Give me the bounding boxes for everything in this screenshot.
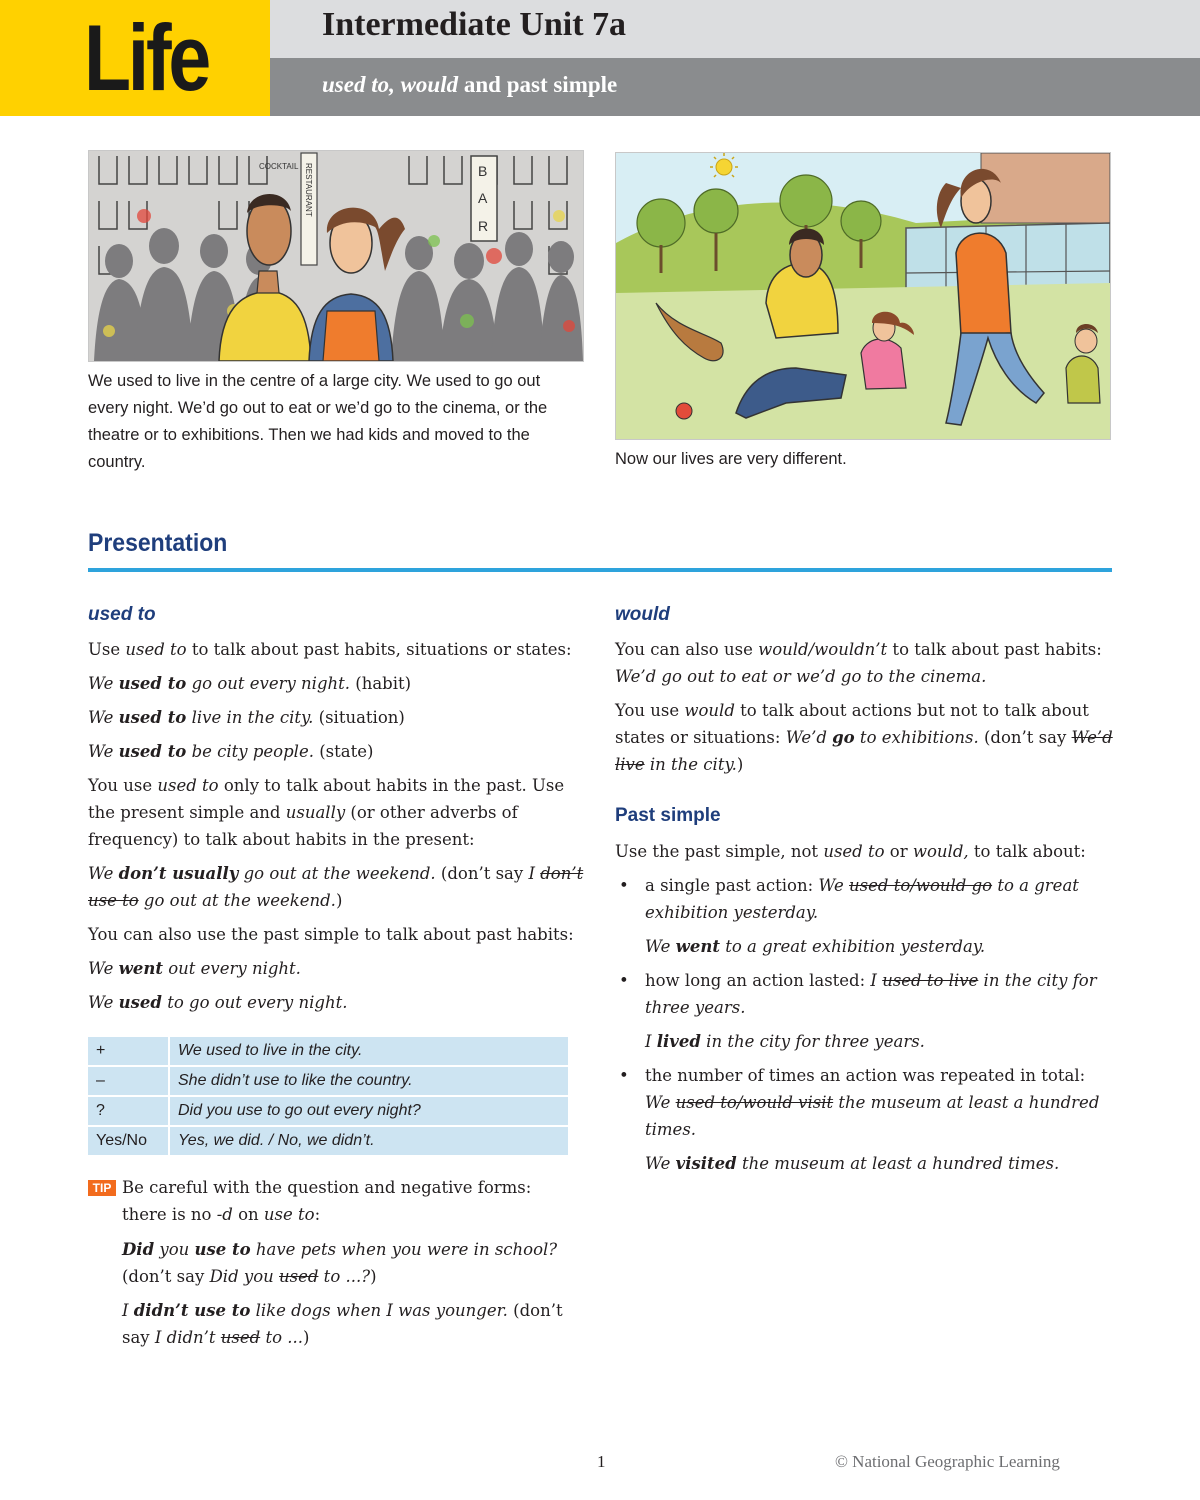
bullet-icon: •	[619, 876, 629, 895]
bullet-correct-example: We went to a great exhibition yesterday.	[645, 937, 986, 956]
used-to-section	[88, 636, 588, 1023]
list-item	[615, 872, 1115, 960]
example-state: We used to be city people. (state)	[88, 742, 374, 761]
city-caption: We used to live in the centre of a large city. We used to go out every night. We’d go out to eat or we’d go to the cinema, or the theatre or to exhibitions. Then we had kids and moved to the country.	[88, 372, 548, 471]
list-item	[615, 1062, 1115, 1177]
country-illustration	[615, 152, 1111, 440]
would-heading: would	[615, 604, 670, 625]
bullet-text: how long an action lasted: I used to live in the city for three years.	[645, 971, 1097, 1017]
past-example-went: We went out every night.	[88, 959, 301, 978]
example-situation: We used to live in the city. (situation)	[88, 708, 405, 727]
tip-section	[122, 1174, 572, 1358]
unit-title: Intermediate Unit 7a	[322, 6, 627, 43]
tip-text: Be careful with the question and negative forms: there is no -d on use to:	[122, 1178, 532, 1224]
life-logo: Life	[84, 5, 208, 110]
unit-subtitle: used to, would and past simple	[322, 72, 618, 97]
form-symbol: Yes/No	[88, 1126, 169, 1156]
would-p1: You can also use would/wouldn’t to talk about past habits: We’d go out to eat or we’d go to the cinema.	[615, 640, 1102, 686]
country-caption: Now our lives are very different.	[615, 450, 847, 468]
presentation-heading: Presentation	[88, 529, 228, 557]
past-simple-note: You can also use the past simple to talk about past habits:	[88, 925, 574, 944]
city-illustration	[88, 150, 584, 362]
bar-sign-letter: B	[478, 163, 488, 179]
list-item	[615, 967, 1115, 1055]
restaurant-sign: RESTAURANT	[304, 163, 313, 217]
tip-example-negative: I didn’t use to like dogs when I was younger. (don’t say I didn’t used to ...)	[122, 1301, 563, 1347]
bullet-correct-example: We visited the museum at least a hundred times.	[645, 1154, 1060, 1173]
bullet-text: a single past action: We used to/would go to a great exhibition yesterday.	[645, 876, 1079, 922]
forms-table	[88, 1037, 568, 1157]
bullet-correct-example: I lived in the city for three years.	[645, 1032, 925, 1051]
example-habit: We used to go out every night. (habit)	[88, 674, 412, 693]
tip-example-question: Did you use to have pets when you were in school? (don’t say Did you used to ...?)	[122, 1240, 558, 1286]
bullet-icon: •	[619, 971, 629, 990]
bullet-icon: •	[619, 1066, 629, 1085]
only-past-note: You use used to only to talk about habits in the past. Use the present simple and usually (or other adverbs of frequency) to talk about habits in the present:	[88, 776, 565, 849]
past-simple-section	[615, 838, 1115, 1184]
page-number: 1	[597, 1452, 606, 1471]
section-divider	[88, 568, 1112, 572]
form-example: Yes, we did. / No, we didn’t.	[169, 1126, 568, 1156]
form-symbol: –	[88, 1066, 169, 1096]
form-example: She didn’t use to like the country.	[169, 1066, 568, 1096]
copyright: © National Geographic Learning	[835, 1452, 1060, 1471]
bar-sign-letter: A	[478, 190, 488, 206]
table-row	[88, 1096, 568, 1126]
form-example: We used to live in the city.	[169, 1037, 568, 1066]
table-row	[88, 1126, 568, 1156]
past-simple-heading: Past simple	[615, 805, 721, 826]
would-section	[615, 636, 1115, 785]
form-example: Did you use to go out every night?	[169, 1096, 568, 1126]
form-symbol: +	[88, 1037, 169, 1066]
cocktail-sign: COCKTAIL	[259, 162, 299, 171]
bar-sign-letter: R	[478, 218, 489, 234]
form-symbol: ?	[88, 1096, 169, 1126]
bullet-text: the number of times an action was repeated in total: We used to/would visit the museum at least a hundred times.	[645, 1066, 1100, 1139]
table-row	[88, 1037, 568, 1066]
tip-badge: TIP	[88, 1180, 116, 1196]
used-to-intro: Use used to to talk about past habits, situations or states:	[88, 640, 572, 659]
past-simple-intro: Use the past simple, not used to or would, to talk about:	[615, 842, 1086, 861]
would-p2: You use would to talk about actions but not to talk about states or situations: We’d go to exhibitions. (don’t say We’d live in the city.)	[615, 701, 1113, 774]
past-example-used: We used to go out every night.	[88, 993, 348, 1012]
present-example: We don’t usually go out at the weekend. (don’t say I don’t use to go out at the weekend.)	[88, 864, 584, 910]
table-row	[88, 1066, 568, 1096]
used-to-heading: used to	[88, 604, 156, 625]
